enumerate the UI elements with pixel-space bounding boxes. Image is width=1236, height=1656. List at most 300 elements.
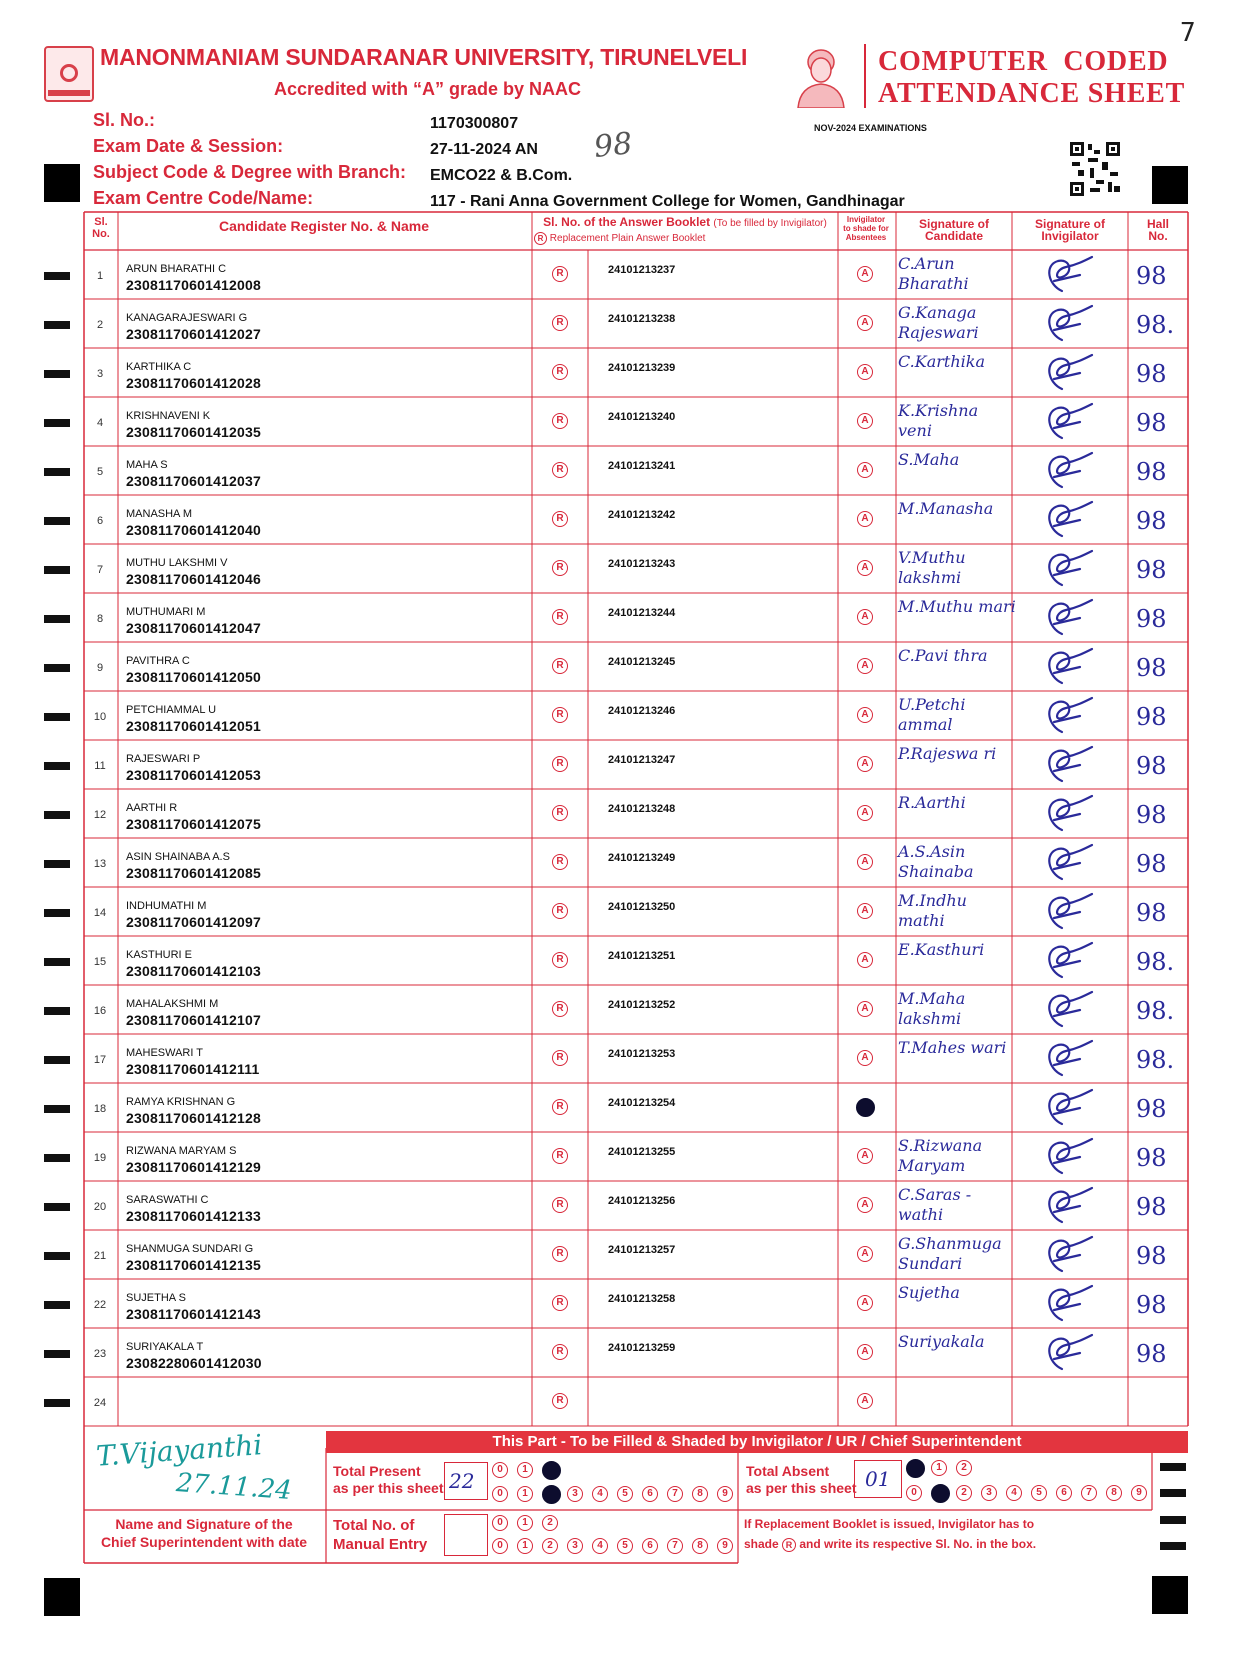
- candidate-signature: S.Rizwana Maryam: [898, 1136, 983, 1175]
- manual-units-bubble-1[interactable]: 1: [517, 1538, 533, 1554]
- timing-mark: [44, 1154, 70, 1162]
- replacement-bubble[interactable]: R: [552, 903, 568, 919]
- timing-mark: [44, 1007, 70, 1015]
- candidate-name: MUTHUMARI M: [126, 606, 206, 618]
- answer-booklet-number: 24101213249: [608, 852, 676, 864]
- timing-mark: [44, 1350, 70, 1358]
- replacement-bubble[interactable]: R: [552, 707, 568, 723]
- absent-bubble[interactable]: A: [857, 315, 873, 331]
- chief-superintendent-caption: Name and Signature of the Chief Superintendent with date: [100, 1516, 308, 1550]
- row-sl-no: 20: [93, 1201, 107, 1213]
- replacement-bubble[interactable]: R: [552, 756, 568, 772]
- total-present-box[interactable]: [444, 1462, 488, 1500]
- absent-bubble[interactable]: A: [857, 1001, 873, 1017]
- invigilator-signature: [1034, 500, 1094, 540]
- absent-units-bubble-4[interactable]: 4: [1006, 1485, 1022, 1501]
- candidate-signature: C.Karthika: [898, 352, 985, 371]
- answer-booklet-number: 24101213241: [608, 460, 676, 472]
- exam-date-label: Exam Date & Session:: [93, 136, 284, 156]
- candidate-name: PAVITHRA C: [126, 655, 190, 667]
- absent-bubble[interactable]: A: [857, 462, 873, 478]
- university-name: MANONMANIAM SUNDARANAR UNIVERSITY, TIRUNELVELI: [100, 44, 748, 70]
- timing-mark: [44, 958, 70, 966]
- register-number: 23081170601412135: [126, 1257, 261, 1273]
- manual-tens-bubble-1[interactable]: 1: [517, 1515, 533, 1531]
- candidate-signature: U.Petchi ammal: [898, 695, 966, 734]
- absent-bubble[interactable]: A: [857, 1050, 873, 1066]
- replacement-bubble[interactable]: R: [552, 1344, 568, 1360]
- register-number: 23081170601412050: [126, 669, 261, 685]
- timing-mark: [1160, 1489, 1186, 1497]
- absent-bubble[interactable]: A: [857, 903, 873, 919]
- register-number: 23081170601412107: [126, 1012, 261, 1028]
- absent-bubble[interactable]: A: [857, 1148, 873, 1164]
- absent-bubble[interactable]: A: [857, 511, 873, 527]
- exam-tag: NOV-2024 EXAMINATIONS: [814, 123, 927, 133]
- invigilator-signature: [1034, 647, 1094, 687]
- hall-number: 98: [1136, 556, 1167, 584]
- replacement-note: [744, 1514, 1036, 1554]
- absent-units-bubble-7[interactable]: 7: [1081, 1485, 1097, 1501]
- answer-booklet-number: 24101213242: [608, 509, 676, 521]
- present-units-bubble-5[interactable]: 5: [617, 1486, 633, 1502]
- manual-units-bubble-0[interactable]: 0: [492, 1538, 508, 1554]
- candidate-name: RAJESWARI P: [126, 753, 201, 765]
- absent-bubble[interactable]: A: [857, 364, 873, 380]
- answer-booklet-number: 24101213256: [608, 1195, 676, 1207]
- invigilator-signature: [1034, 402, 1094, 442]
- registration-mark-bottom-left: [44, 1578, 80, 1616]
- timing-mark: [44, 713, 70, 721]
- register-number: 23081170601412047: [126, 620, 261, 636]
- present-units-bubble-6[interactable]: 6: [642, 1486, 658, 1502]
- row-sl-no: 6: [96, 515, 104, 527]
- invigilator-signature: [1034, 745, 1094, 785]
- candidate-name: RIZWANA MARYAM S: [126, 1145, 237, 1157]
- hall-number: 98: [1136, 409, 1167, 437]
- manual-units-bubble-3[interactable]: 3: [567, 1538, 583, 1554]
- candidate-signature: E.Kasthuri: [898, 940, 985, 959]
- replacement-bubble[interactable]: R: [552, 1001, 568, 1017]
- absent-bubble[interactable]: A: [857, 952, 873, 968]
- absent-bubble[interactable]: A: [857, 413, 873, 429]
- row-sl-no: 4: [96, 417, 104, 429]
- replacement-note-shade: shade: [744, 1537, 779, 1551]
- row-sl-no: 14: [93, 907, 107, 919]
- row-sl-no: 15: [93, 956, 107, 968]
- invigilator-signature: [1034, 304, 1094, 344]
- absent-bubble[interactable]: A: [857, 560, 873, 576]
- candidate-name: SURIYAKALA T: [126, 1341, 204, 1353]
- replacement-bubble[interactable]: R: [552, 1197, 568, 1213]
- candidate-signature: P.Rajeswa ri: [898, 744, 997, 763]
- row-sl-no: 17: [93, 1054, 107, 1066]
- col-replacement-label: Replacement Plain Answer Booklet: [549, 233, 706, 245]
- hall-number: 98: [1136, 1242, 1167, 1270]
- centre-label: Exam Centre Code/Name:: [93, 188, 314, 208]
- hall-number: 98: [1136, 752, 1167, 780]
- total-present-value: 22: [449, 1469, 475, 1493]
- centre-value: 117 - Rani Anna Government College for Women, Gandhinagar: [430, 193, 905, 210]
- timing-mark: [44, 517, 70, 525]
- subject-value: EMCO22 & B.Com.: [430, 167, 573, 184]
- register-number: 23081170601412046: [126, 571, 261, 587]
- manual-entry-box[interactable]: [444, 1514, 488, 1556]
- register-number: 23081170601412040: [126, 522, 261, 538]
- register-number: 23081170601412075: [126, 816, 261, 832]
- manual-tens-bubble-0[interactable]: 0: [492, 1515, 508, 1531]
- candidate-name: SHANMUGA SUNDARI G: [126, 1243, 254, 1255]
- candidate-name: ARUN BHARATHI C: [126, 263, 227, 275]
- manual-tens-bubble-2[interactable]: 2: [542, 1515, 558, 1531]
- chief-superintendent-date: 27.11.24: [175, 1467, 293, 1507]
- invigilator-signature: [1034, 696, 1094, 736]
- sheet-title-line2: ATTENDANCE SHEET: [878, 78, 1186, 109]
- candidate-name: MANASHA M: [126, 508, 193, 520]
- answer-booklet-number: 24101213251: [608, 950, 676, 962]
- answer-booklet-number: 24101213240: [608, 411, 676, 423]
- row-sl-no: 23: [93, 1348, 107, 1360]
- timing-mark: [44, 811, 70, 819]
- absent-units-bubble-3[interactable]: 3: [981, 1485, 997, 1501]
- replacement-bubble[interactable]: R: [552, 952, 568, 968]
- row-sl-no: 9: [96, 662, 104, 674]
- answer-booklet-number: 24101213258: [608, 1293, 676, 1305]
- absent-bubble[interactable]: A: [857, 1295, 873, 1311]
- absent-units-bubble-1[interactable]: [931, 1484, 950, 1503]
- total-absent-label: Total Absent as per this sheet: [746, 1463, 857, 1496]
- exam-date-value: 27-11-2024 AN: [430, 141, 538, 158]
- row-sl-no: 1: [96, 270, 104, 282]
- registration-mark-bottom-right: [1152, 1576, 1188, 1614]
- hall-number: 98.: [1136, 948, 1175, 976]
- manual-units-bubble-2[interactable]: 2: [542, 1538, 558, 1554]
- timing-mark: [44, 664, 70, 672]
- timing-mark: [44, 1301, 70, 1309]
- absent-bubble[interactable]: A: [857, 854, 873, 870]
- invigilator-signature: [1034, 1284, 1094, 1324]
- hall-number: 98.: [1136, 997, 1175, 1025]
- answer-booklet-number: 24101213254: [608, 1097, 676, 1109]
- replacement-bubble[interactable]: R: [552, 560, 568, 576]
- candidate-signature: Sujetha: [898, 1283, 960, 1302]
- row-sl-no: 13: [93, 858, 107, 870]
- candidate-signature: S.Maha: [898, 450, 960, 469]
- absent-bubble[interactable]: A: [857, 756, 873, 772]
- register-number: 23081170601412097: [126, 914, 261, 930]
- invigilator-signature: [1034, 451, 1094, 491]
- register-number: 23081170601412129: [126, 1159, 261, 1175]
- present-units-bubble-1[interactable]: 1: [517, 1486, 533, 1502]
- timing-mark: [44, 321, 70, 329]
- col-signature-candidate: Signature of Candidate: [918, 217, 989, 243]
- answer-booklet-number: 24101213259: [608, 1342, 676, 1354]
- invigilator-signature: [1034, 1235, 1094, 1275]
- replacement-bubble[interactable]: R: [552, 1099, 568, 1115]
- hall-number: 98: [1136, 262, 1167, 290]
- absent-units-bubble-8[interactable]: 8: [1106, 1485, 1122, 1501]
- row-sl-no: 21: [93, 1250, 107, 1262]
- register-number: 23081170601412035: [126, 424, 261, 440]
- manual-entry-label: Total No. of Manual Entry: [333, 1517, 428, 1553]
- sheet-title: [878, 46, 1185, 110]
- replacement-bubble[interactable]: R: [552, 1050, 568, 1066]
- replacement-bubble[interactable]: R: [552, 266, 568, 282]
- timing-mark: [44, 1056, 70, 1064]
- present-tens-bubble-0[interactable]: 0: [492, 1462, 508, 1478]
- replacement-bubble[interactable]: R: [552, 462, 568, 478]
- candidate-name: KANAGARAJESWARI G: [126, 312, 248, 324]
- col-sl-no: Sl. No.: [92, 216, 110, 240]
- invigilator-signature: [1034, 990, 1094, 1030]
- hall-number: 98: [1136, 899, 1167, 927]
- absent-bubble[interactable]: A: [857, 707, 873, 723]
- register-number: 23081170601412028: [126, 375, 261, 391]
- candidate-signature: V.Muthu lakshmi: [898, 548, 966, 587]
- replacement-bubble[interactable]: R: [552, 1393, 568, 1409]
- absent-bubble[interactable]: A: [857, 805, 873, 821]
- candidate-name: MAHESWARI T: [126, 1047, 204, 1059]
- register-number: 23081170601412053: [126, 767, 261, 783]
- sheet-title-line1: COMPUTER CODED: [878, 46, 1169, 77]
- hall-number: 98: [1136, 1095, 1167, 1123]
- register-number: 23081170601412111: [126, 1061, 260, 1077]
- replacement-note-line1: If Replacement Booklet is issued, Invigilator has to: [744, 1517, 1035, 1531]
- answer-booklet-number: 24101213246: [608, 705, 676, 717]
- hall-number: 98: [1136, 654, 1167, 682]
- replacement-bubble[interactable]: R: [552, 1295, 568, 1311]
- candidate-name: MAHALAKSHMI M: [126, 998, 219, 1010]
- absent-units-bubble-0[interactable]: 0: [906, 1485, 922, 1501]
- hall-number: 98: [1136, 360, 1167, 388]
- sl-no-label: Sl. No.:: [93, 110, 155, 130]
- replacement-bubble[interactable]: R: [552, 315, 568, 331]
- candidate-signature: C.Saras -wathi: [898, 1185, 972, 1224]
- total-absent-box[interactable]: [854, 1460, 902, 1498]
- answer-booklet-number: 24101213247: [608, 754, 676, 766]
- timing-mark: [44, 468, 70, 476]
- register-number: 23081170601412143: [126, 1306, 261, 1322]
- col-candidate: Candidate Register No. & Name: [218, 218, 430, 234]
- replacement-bubble[interactable]: R: [552, 364, 568, 380]
- row-sl-no: 18: [93, 1103, 107, 1115]
- register-number: 23081170601412027: [126, 326, 261, 342]
- absent-units-bubble-6[interactable]: 6: [1056, 1485, 1072, 1501]
- timing-mark: [44, 419, 70, 427]
- col-booklet-title: Sl. No. of the Answer Booklet: [543, 215, 711, 229]
- present-units-bubble-4[interactable]: 4: [592, 1486, 608, 1502]
- col-invigilator-shade: Invigilator to shade for Absentees: [843, 215, 889, 242]
- replacement-bubble[interactable]: R: [552, 1148, 568, 1164]
- replacement-bubble[interactable]: R: [552, 1246, 568, 1262]
- invigilator-signature: [1034, 549, 1094, 589]
- timing-mark: [44, 566, 70, 574]
- register-number: 23081170601412133: [126, 1208, 261, 1224]
- candidate-signature: Suriyakala: [898, 1332, 985, 1351]
- candidate-signature: A.S.Asin Shainaba: [898, 842, 974, 881]
- total-present-label: Total Present as per this sheet: [333, 1463, 444, 1496]
- hall-number: 98: [1136, 1340, 1167, 1368]
- candidate-signature: R.Aarthi: [898, 793, 966, 812]
- absent-tens-bubble-0[interactable]: [906, 1459, 925, 1478]
- invigilator-signature: [1034, 353, 1094, 393]
- absent-bubble[interactable]: A: [857, 1246, 873, 1262]
- invigilator-signature: [1034, 255, 1094, 295]
- replacement-bubble[interactable]: R: [552, 805, 568, 821]
- timing-mark: [44, 762, 70, 770]
- candidate-name: SARASWATHI C: [126, 1194, 209, 1206]
- answer-booklet-number: 24101213257: [608, 1244, 676, 1256]
- candidate-signature: C.Pavi thra: [898, 646, 988, 665]
- timing-mark: [1160, 1542, 1186, 1550]
- candidate-signature: T.Mahes wari: [898, 1038, 1007, 1057]
- register-number: 23081170601412128: [126, 1110, 261, 1126]
- absent-tens-bubble-2[interactable]: 2: [956, 1460, 972, 1476]
- timing-mark: [1160, 1463, 1186, 1471]
- hall-number: 98.: [1136, 311, 1175, 339]
- present-units-bubble-8[interactable]: 8: [692, 1486, 708, 1502]
- row-sl-no: 10: [93, 711, 107, 723]
- hall-number: 98: [1136, 1193, 1167, 1221]
- col-signature-invigilator: Signature of Invigilator: [1034, 217, 1105, 243]
- present-units-bubble-3[interactable]: 3: [567, 1486, 583, 1502]
- absent-bubble[interactable]: A: [857, 266, 873, 282]
- portrait-emblem-icon: [790, 44, 852, 108]
- candidate-signature: K.Krishna veni: [898, 401, 979, 440]
- hall-number: 98: [1136, 507, 1167, 535]
- timing-mark: [44, 370, 70, 378]
- invigilator-signature: [1034, 1137, 1094, 1177]
- replacement-symbol: R: [534, 232, 547, 245]
- register-number: 23081170601412037: [126, 473, 261, 489]
- answer-booklet-number: 24101213239: [608, 362, 676, 374]
- candidate-name: PETCHIAMMAL U: [126, 704, 217, 716]
- candidate-name: MUTHU LAKSHMI V: [126, 557, 228, 569]
- replacement-bubble[interactable]: R: [552, 609, 568, 625]
- timing-mark: [44, 272, 70, 280]
- absent-bubble[interactable]: A: [857, 658, 873, 674]
- manual-units-bubble-4[interactable]: 4: [592, 1538, 608, 1554]
- candidate-name: ASIN SHAINABA A.S: [126, 851, 230, 863]
- candidate-name: KRISHNAVENI K: [126, 410, 211, 422]
- absent-bubble[interactable]: A: [857, 1344, 873, 1360]
- candidate-name: AARTHI R: [126, 802, 178, 814]
- candidate-name: RAMYA KRISHNAN G: [126, 1096, 236, 1108]
- sl-no-value: 1170300807: [430, 115, 519, 132]
- col-replacement: [534, 232, 705, 245]
- invigilator-signature: [1034, 794, 1094, 834]
- replacement-note-rest: and write its respective Sl. No. in the box.: [799, 1537, 1037, 1551]
- manual-units-bubble-7[interactable]: 7: [667, 1538, 683, 1554]
- absent-units-bubble-9[interactable]: 9: [1131, 1485, 1147, 1501]
- absent-units-bubble-5[interactable]: 5: [1031, 1485, 1047, 1501]
- absent-units-bubble-2[interactable]: 2: [956, 1485, 972, 1501]
- col-hall-no: Hall No.: [1146, 217, 1169, 243]
- hall-number: 98.: [1136, 1046, 1175, 1074]
- manual-units-bubble-8[interactable]: 8: [692, 1538, 708, 1554]
- present-units-bubble-7[interactable]: 7: [667, 1486, 683, 1502]
- hall-number: 98: [1136, 801, 1167, 829]
- timing-mark: [44, 1399, 70, 1407]
- absent-bubble[interactable]: A: [857, 1197, 873, 1213]
- absent-tens-bubble-1[interactable]: 1: [931, 1460, 947, 1476]
- invigilator-signature: [1034, 1186, 1094, 1226]
- row-sl-no: 7: [96, 564, 104, 576]
- row-sl-no: 22: [93, 1299, 107, 1311]
- manual-units-bubble-9[interactable]: 9: [717, 1538, 733, 1554]
- col-booklet-note: (To be filled by Invigilator): [713, 218, 827, 229]
- hall-number: 98: [1136, 1144, 1167, 1172]
- present-units-bubble-2[interactable]: [542, 1485, 561, 1504]
- row-sl-no: 24: [93, 1397, 107, 1409]
- answer-booklet-number: 24101213238: [608, 313, 676, 325]
- hall-number: 98: [1136, 703, 1167, 731]
- row-sl-no: 11: [94, 760, 106, 772]
- replacement-bubble[interactable]: R: [552, 413, 568, 429]
- present-tens-bubble-2[interactable]: [542, 1461, 561, 1480]
- timing-mark: [44, 1105, 70, 1113]
- timing-mark: [1160, 1516, 1186, 1524]
- present-units-bubble-9[interactable]: 9: [717, 1486, 733, 1502]
- candidate-signature: G.Shanmuga Sundari: [898, 1234, 1002, 1273]
- manual-units-bubble-6[interactable]: 6: [642, 1538, 658, 1554]
- answer-booklet-number: 24101213245: [608, 656, 676, 668]
- invigilator-signature: [1034, 1039, 1094, 1079]
- absent-bubble[interactable]: A: [857, 609, 873, 625]
- replacement-bubble[interactable]: R: [552, 658, 568, 674]
- answer-booklet-number: 24101213244: [608, 607, 676, 619]
- registration-mark-top-left: [44, 164, 80, 202]
- candidate-signature: G.Kanaga Rajeswari: [898, 303, 979, 342]
- registration-mark-top-right: [1152, 166, 1188, 204]
- row-sl-no: 12: [93, 809, 107, 821]
- candidate-signature: M.Maha lakshmi: [898, 989, 966, 1028]
- present-tens-bubble-1[interactable]: 1: [517, 1462, 533, 1478]
- candidate-name: MAHA S: [126, 459, 168, 471]
- candidate-name: KARTHIKA C: [126, 361, 192, 373]
- absent-bubble[interactable]: A: [857, 1393, 873, 1409]
- replacement-bubble[interactable]: R: [552, 854, 568, 870]
- absent-bubble-shaded[interactable]: [856, 1098, 875, 1117]
- hall-number: 98: [1136, 850, 1167, 878]
- answer-booklet-number: 24101213252: [608, 999, 676, 1011]
- timing-mark: [44, 860, 70, 868]
- hall-number: 98: [1136, 605, 1167, 633]
- row-sl-no: 8: [96, 613, 104, 625]
- replacement-note-symbol: R: [782, 1538, 796, 1552]
- candidate-signature: M.Manasha: [898, 499, 994, 518]
- register-number: 23081170601412103: [126, 963, 261, 979]
- present-units-bubble-0[interactable]: 0: [492, 1486, 508, 1502]
- accreditation-text: Accredited with “A” grade by NAAC: [274, 79, 582, 99]
- invigilator-signature: [1034, 1333, 1094, 1373]
- replacement-bubble[interactable]: R: [552, 511, 568, 527]
- hall-number: 98: [1136, 1291, 1167, 1319]
- register-number: 23081170601412085: [126, 865, 261, 881]
- invigilator-signature: [1034, 892, 1094, 932]
- replacement-note-line2: [744, 1534, 1036, 1554]
- register-number: 23082280601412030: [126, 1355, 262, 1371]
- register-number: 23081170601412008: [126, 277, 261, 293]
- manual-units-bubble-5[interactable]: 5: [617, 1538, 633, 1554]
- col-booklet: [532, 216, 838, 230]
- answer-booklet-number: 24101213255: [608, 1146, 676, 1158]
- row-sl-no: 5: [96, 466, 104, 478]
- invigilator-signature: [1034, 941, 1094, 981]
- answer-booklet-number: 24101213250: [608, 901, 676, 913]
- candidate-name: SUJETHA S: [126, 1292, 186, 1304]
- total-absent-value: 01: [865, 1467, 891, 1491]
